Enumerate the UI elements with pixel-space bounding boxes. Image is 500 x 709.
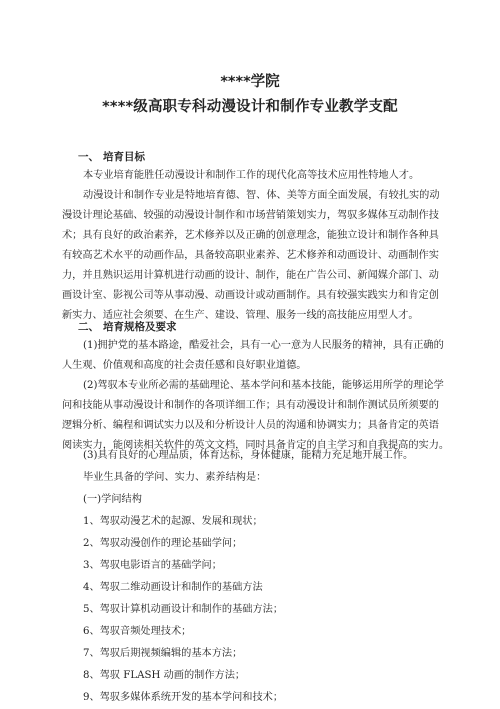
text-line: 动漫设计和制作专业是特地培育德、智、体、美等方面全面发展，有较扎实的动 xyxy=(83,190,440,201)
document-subtitle: ****级高职专科动漫设计和制作专业教学支配 xyxy=(102,99,398,115)
section-heading-1 xyxy=(78,149,145,164)
list-item: 8、驾驭 FLASH 动画的制作方法； xyxy=(83,670,246,681)
list-item: 6、驾驭音频处理技术； xyxy=(83,626,192,637)
list-item: 3、驾驭电影语言的基础学问； xyxy=(83,560,222,571)
section-title: 培育规格及要求 xyxy=(103,321,177,333)
text-line: 画设计室、影视公司等从事动漫、动画设计或动画制作。具有较强实践实力和肯定创 xyxy=(62,290,439,301)
text-line: (2)驾驭本专业所必需的基础理论、基本学问和基本技能，能够运用所学的理论学 xyxy=(83,380,444,391)
text-line: 问和技能从事动漫设计和制作的各项详细工作；具有动漫设计和制作测试员所须要的 xyxy=(62,400,439,411)
text-line: 人生观、价值观和高度的社会责任感和良好职业道德。 xyxy=(62,360,307,371)
section-number: 二、 xyxy=(78,321,99,333)
section-number: 一、 xyxy=(78,151,99,163)
text-line: 有较高艺术水平的动画作品，具备较高职业素养、艺术修养和动画设计、动画制作实 xyxy=(62,250,439,261)
list-heading: (一)学问结构 xyxy=(83,494,142,505)
text-line: 术；具有良好的政治素养，艺术修养以及正确的创意理念，能独立设计和制作各种具 xyxy=(62,230,439,241)
text-line: 逻辑分析、编程和调试实力以及和分析设计人员的沟通和协调实力；具备肯定的英语 xyxy=(62,420,439,431)
text-line: (3)具有良好的心理品质，体育达标，身体健康，能精力充足地开展工作。 xyxy=(83,450,414,461)
text-line: 本专业培育能胜任动漫设计和制作工作的现代化高等技术应用性特地人才。 xyxy=(83,170,420,181)
section-2-body xyxy=(62,336,450,456)
text-line: 阅读实力，能阅读相关软件的英文文档，同时具备肯定的自主学习和自我提高的实力。 xyxy=(62,440,450,451)
text-line: 力，并且熟识运用计算机进行动画的设计、制作，能在广告公司、新闻媒介部门、动 xyxy=(62,270,439,281)
knowledge-structure-list xyxy=(62,445,430,709)
text-line: 新实力、适应社会须要、在生产、建设、管理、服务一线的高技能应用型人才。 xyxy=(62,310,419,321)
text-line: (1)拥护党的基本路途，酷爱社会，具有一心一意为人民服务的精神，具有正确的 xyxy=(83,340,444,351)
text-line: 漫设计理论基础、较强的动漫设计制作和市场营销策划实力，驾驭多媒体互动制作技 xyxy=(62,210,439,221)
text-line: 毕业生具备的学问、实力、素养结构是： xyxy=(83,472,267,483)
list-item: 2、驾驭动漫创作的理论基础学问； xyxy=(83,538,243,549)
section-title: 培育目标 xyxy=(103,151,145,163)
list-item: 7、驾驭后期视频编辑的基本方法； xyxy=(83,648,243,659)
list-item: 4、驾驭二维动画设计和制作的基础方法 xyxy=(83,582,263,593)
section-1-body xyxy=(62,166,440,326)
list-item: 5、驾驭计算机动画设计和制作的基础方法； xyxy=(83,604,284,615)
list-item: 9、驾驭多媒体系统开发的基本学问和技术； xyxy=(83,692,284,703)
document-title: ****学院 xyxy=(220,74,280,90)
list-item: 1、驾驭动漫艺术的起源、发展和现状； xyxy=(83,516,263,527)
section-heading-2 xyxy=(78,319,177,334)
